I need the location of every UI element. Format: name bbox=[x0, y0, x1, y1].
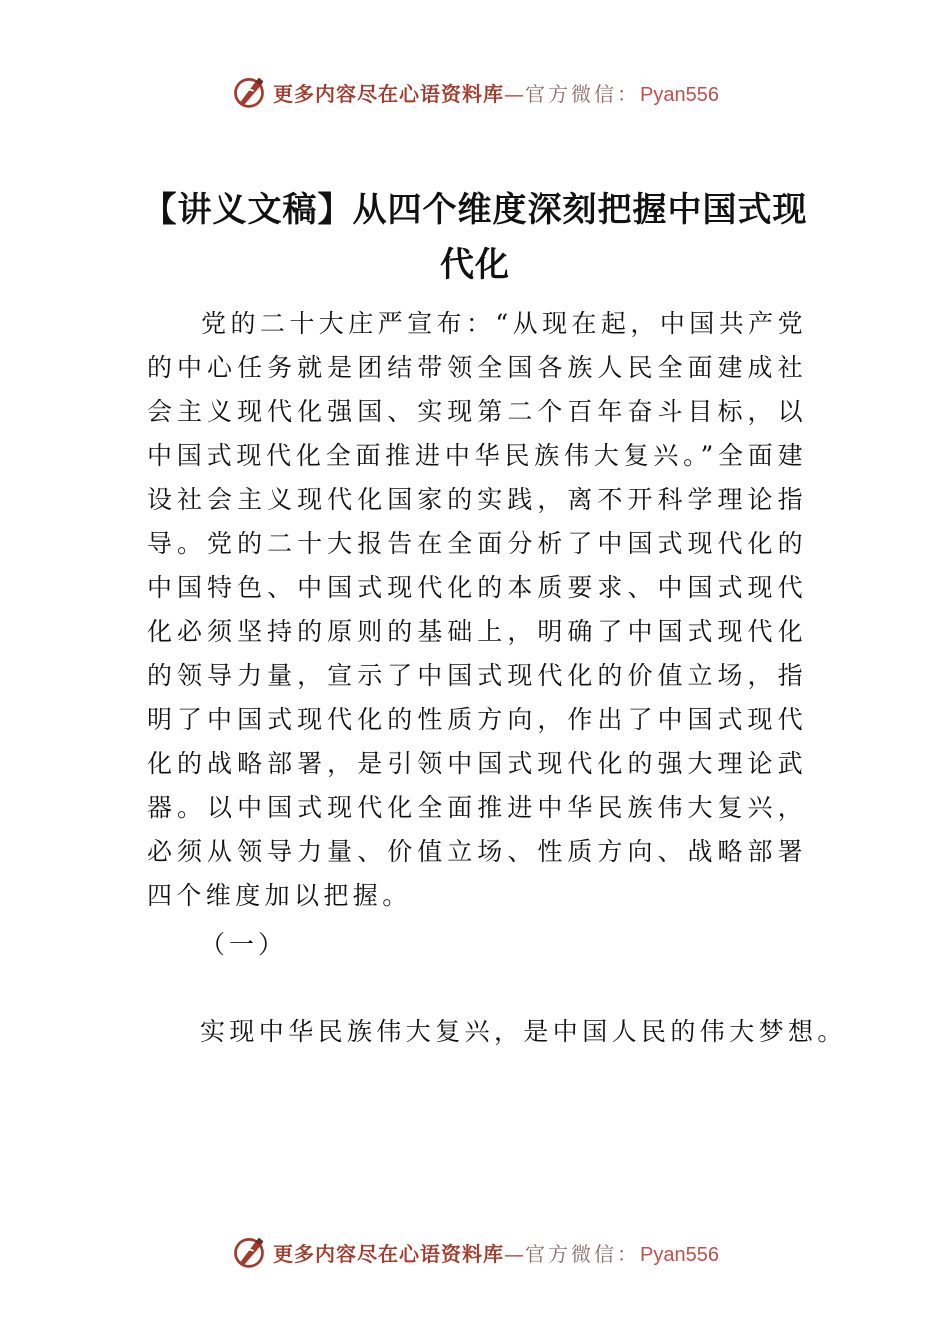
wechat-id: Pyan556 bbox=[640, 83, 719, 106]
section-heading: （一） bbox=[200, 930, 288, 959]
pen-logo-icon bbox=[231, 74, 267, 110]
banner-text bbox=[273, 78, 719, 107]
section-paragraph: 实现中华民族伟大复兴，是中国人民的伟大梦想。 bbox=[200, 1017, 847, 1046]
brand-text: 更多内容尽在心语资料库 bbox=[273, 81, 505, 106]
intro-paragraph: 党的二十大庄严宣布：“从现在起，中国共产党的中心任务就是团结带领全国各族人民全面建成社会主义现代化强国、实现第二个百年奋斗目标，以中国式现代化全面推进中华民族伟大复兴。”全面建设社会主义现代化国家的实践，离不开科学理论指导。党的二十大报告在全面分析了中国式现代化的中国特色、中国式现代化的本质要求、中国式现代化必须坚持的原则的基础上，明确了中国式现代化的领导力量，宣示了中国式现代化的价值立场，指明了中国式现代化的性质方向，作出了中国式现代化的战略部署，是引领中国式现代化的强大理论武器。以中国式现代化全面推进中华民族伟大复兴，必须从领导力量、价值立场、性质方向、战略部署四个维度加以把握。 bbox=[147, 309, 807, 910]
banner-dash: — bbox=[504, 1241, 526, 1266]
banner-dash: — bbox=[504, 81, 526, 106]
footer-watermark-banner bbox=[0, 1230, 950, 1274]
header-watermark-banner bbox=[0, 70, 950, 114]
official-wechat-label: 官方微信： bbox=[525, 81, 641, 106]
banner-text bbox=[273, 1238, 719, 1267]
official-wechat-label: 官方微信： bbox=[525, 1241, 641, 1266]
pen-logo-icon bbox=[231, 1234, 267, 1270]
wechat-id: Pyan556 bbox=[640, 1243, 719, 1266]
brand-text: 更多内容尽在心语资料库 bbox=[273, 1241, 505, 1266]
document-title: 【讲义文稿】从四个维度深刻把握中国式现代化 bbox=[142, 189, 808, 285]
